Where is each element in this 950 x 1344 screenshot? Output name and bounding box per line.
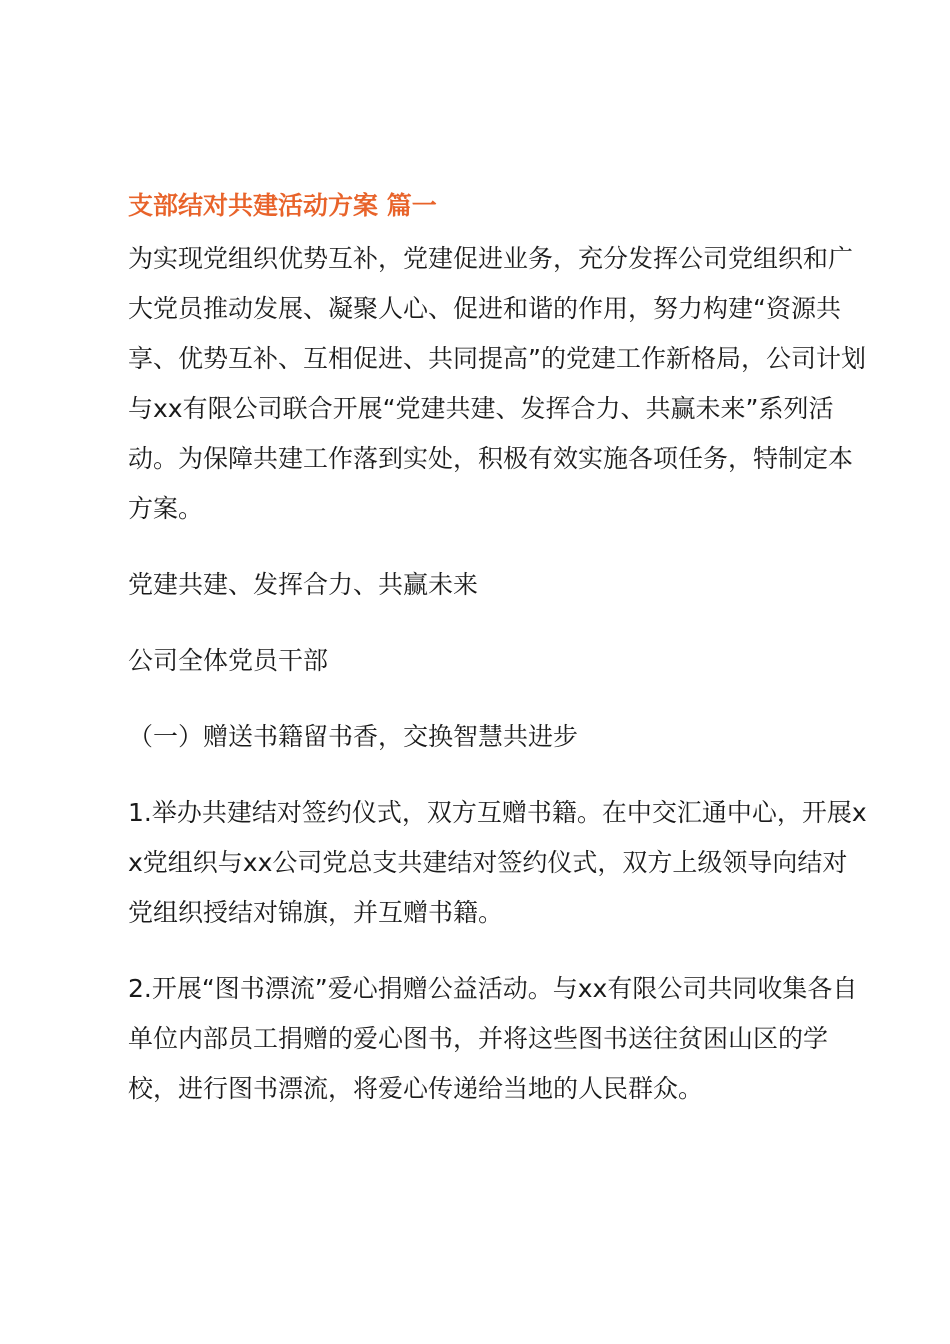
paragraph-intro: 为实现党组织优势互补，党建促进业务，充分发挥公司党组织和广大党员推动发展、凝聚人心、促进和谐的作用，努力构建“资源共享、优势互补、互相促进、共同提高”的党建工作新格局，公司计划与xx有限公司联合开展“党建共建、发挥合力、共赢未来”系列活动。为保障共建工作落到实处，积极有效实施各项任务，特制定本方案。 (128, 244, 866, 523)
paragraph-section-heading: （一）赠送书籍留书香，交换智慧共进步 (128, 722, 579, 751)
document-page (128, 188, 870, 1114)
paragraph-item-2: 2.开展“图书漂流”爱心捐赠公益活动。与xx有限公司共同收集各自单位内部员工捐赠的爱心图书，并将这些图书送往贫困山区的学校，进行图书漂流，将爱心传递给当地的人民群众。 (128, 974, 858, 1103)
paragraph-participants: 公司全体党员干部 (128, 646, 329, 675)
document-title: 支部结对共建活动方案 篇一 (128, 191, 437, 220)
paragraph-theme: 党建共建、发挥合力、共赢未来 (128, 570, 479, 599)
paragraph-item-1: 1.举办共建结对签约仪式，双方互赠书籍。在中交汇通中心，开展xx党组织与xx公司党总支共建结对签约仪式，双方上级领导向结对党组织授结对锦旗，并互赠书籍。 (128, 798, 867, 927)
